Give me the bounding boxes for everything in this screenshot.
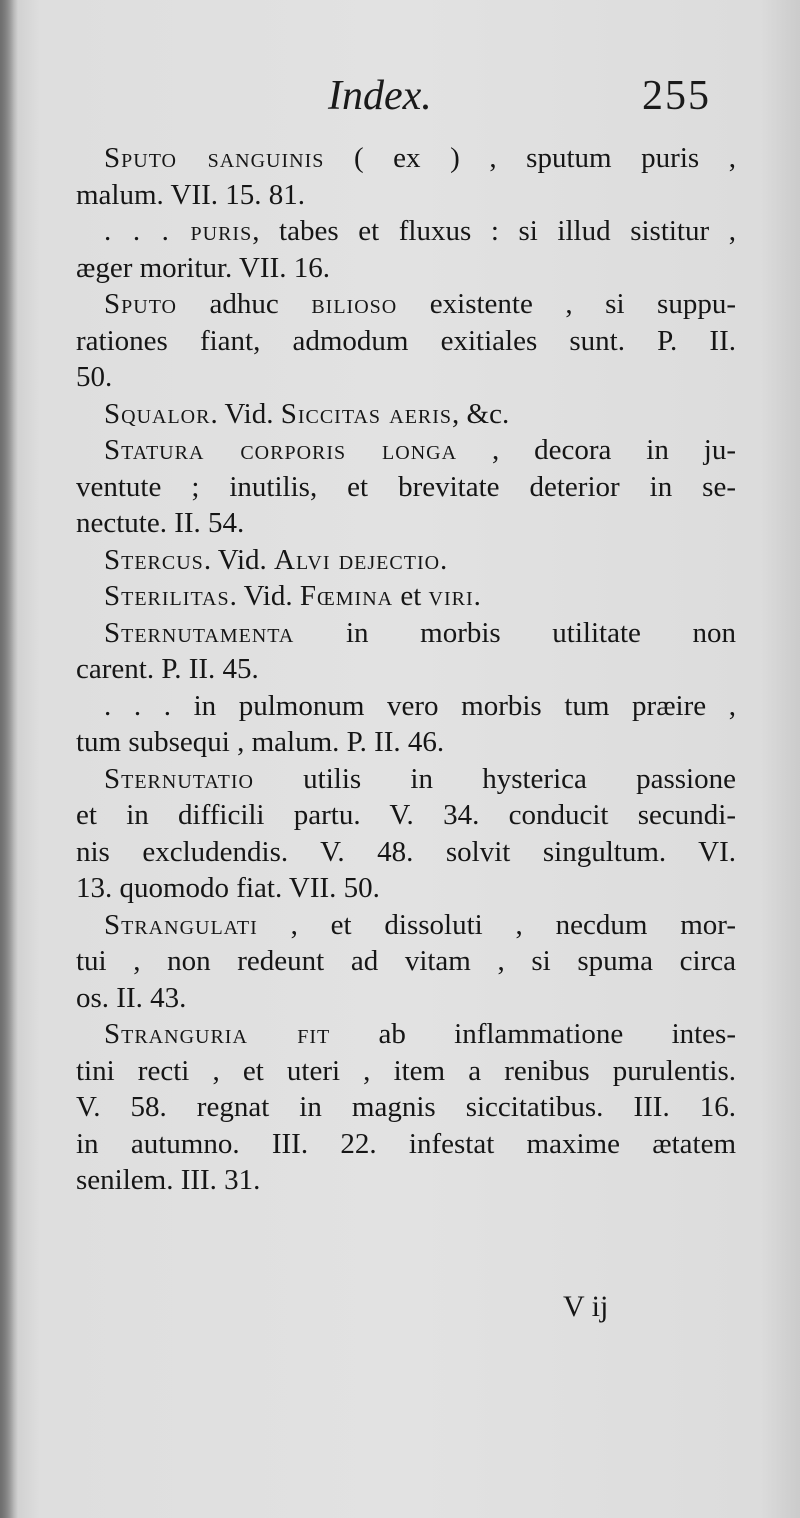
entry-headword: Fœmina	[299, 580, 394, 612]
entry-text: .	[440, 543, 448, 576]
entry-text: , decora in ju-	[457, 434, 736, 466]
entry-text: . Vid.	[203, 543, 275, 576]
text-line	[76, 286, 736, 323]
entry-text: utilis in hysterica passione	[253, 762, 736, 795]
entry-text: adhuc	[177, 288, 312, 320]
entry-text: , tabes et fluxus : si illud sistitur ,	[252, 215, 736, 247]
text-line	[76, 578, 736, 615]
entry-text: , et dissoluti , necdum mor-	[257, 908, 736, 941]
text-line	[76, 432, 736, 469]
text-line	[76, 1162, 736, 1199]
entry-headword: Strangulati	[104, 908, 258, 941]
entry-text: V. 58. regnat in magnis siccitatibus. III. 16.	[76, 1091, 736, 1123]
text-line	[76, 1053, 736, 1090]
text-line	[76, 980, 736, 1017]
entry-headword: Sternutamenta	[104, 616, 295, 649]
entry-text: ventute ; inutilis, et brevitate deterior in se-	[76, 470, 736, 503]
entry-headword: viri	[428, 580, 474, 612]
text-line	[76, 870, 736, 907]
entry-headword: Siccitas aeris	[280, 397, 453, 430]
entry-text: 13. quomodo fiat. VII. 50.	[76, 872, 380, 904]
text-line	[76, 396, 736, 433]
entry-headword: . . . puris	[104, 215, 253, 247]
text-line	[76, 651, 736, 688]
entry-text: 50.	[76, 361, 113, 393]
entry-text: tini recti , et uteri , item a renibus purulentis.	[76, 1054, 736, 1087]
entry-headword: Sternutatio	[104, 762, 254, 795]
text-line	[76, 797, 736, 834]
entry-text: .	[473, 580, 481, 612]
entry-text: carent. P. II. 45.	[76, 653, 259, 685]
entry-headword: bilioso	[311, 288, 398, 320]
text-line	[76, 542, 736, 579]
entry-headword: Statura corporis longa	[104, 434, 458, 466]
entry-headword: Stranguria fit	[104, 1018, 331, 1050]
entry-headword: Alvi dejectio	[274, 543, 441, 576]
entry-text: ( ex ) , sputum puris ,	[324, 142, 736, 174]
text-line	[76, 1016, 736, 1053]
text-line	[76, 250, 736, 287]
text-line	[76, 943, 736, 980]
binding-shadow	[0, 0, 18, 1518]
entry-text: in morbis utilitate non	[294, 616, 736, 649]
signature-mark: V ij	[563, 1290, 609, 1323]
entry-text: existente , si suppu-	[397, 288, 736, 320]
entry-text: os. II. 43.	[76, 981, 187, 1014]
entry-text: rationes fiant, admodum exitiales sunt. P. II.	[76, 324, 736, 357]
entry-text: in autumno. III. 22. infestat maxime ætatem	[76, 1127, 736, 1160]
text-line	[76, 615, 736, 652]
entry-text: . Vid.	[210, 397, 281, 430]
text-line	[76, 359, 736, 396]
entry-text: æger moritur. VII. 16.	[76, 251, 330, 284]
index-text-block	[76, 140, 736, 1199]
entry-text: nis excludendis. V. 48. solvit singultum. VI.	[76, 835, 736, 868]
text-line	[76, 177, 736, 214]
entry-text: malum. VII. 15. 81.	[76, 178, 306, 211]
text-line	[76, 469, 736, 506]
text-line	[76, 907, 736, 944]
text-line	[76, 140, 736, 177]
entry-headword: Sputo sanguinis	[104, 142, 325, 174]
text-line	[76, 1126, 736, 1163]
page-number: 255	[642, 73, 711, 119]
entry-text: . Vid.	[229, 580, 300, 612]
entry-headword: Squalor	[104, 397, 211, 430]
entry-text: ab inflammatione intes-	[330, 1018, 736, 1050]
entry-headword: Sputo	[104, 288, 177, 320]
entry-text: tui , non redeunt ad vitam , si spuma circa	[76, 945, 736, 977]
text-line	[76, 323, 736, 360]
text-line	[76, 724, 736, 761]
running-head-title: Index.	[328, 73, 432, 119]
text-line	[76, 761, 736, 798]
entry-text: et in difficili partu. V. 34. conducit secundi-	[76, 799, 736, 831]
text-line	[76, 1089, 736, 1126]
entry-text: tum subsequi , malum. P. II. 46.	[76, 726, 445, 758]
entry-text: et	[393, 580, 429, 612]
entry-headword: Stercus	[104, 543, 204, 576]
entry-headword: Sterilitas	[104, 580, 230, 612]
text-line	[76, 505, 736, 542]
entry-text: , &c.	[452, 397, 510, 430]
entry-text: senilem. III. 31.	[76, 1164, 261, 1196]
entry-text: nectute. II. 54.	[76, 507, 245, 539]
text-line	[76, 834, 736, 871]
entry-text: . . . in pulmonum vero morbis tum præire ,	[104, 689, 736, 722]
text-line	[76, 213, 736, 250]
text-line	[76, 688, 736, 725]
